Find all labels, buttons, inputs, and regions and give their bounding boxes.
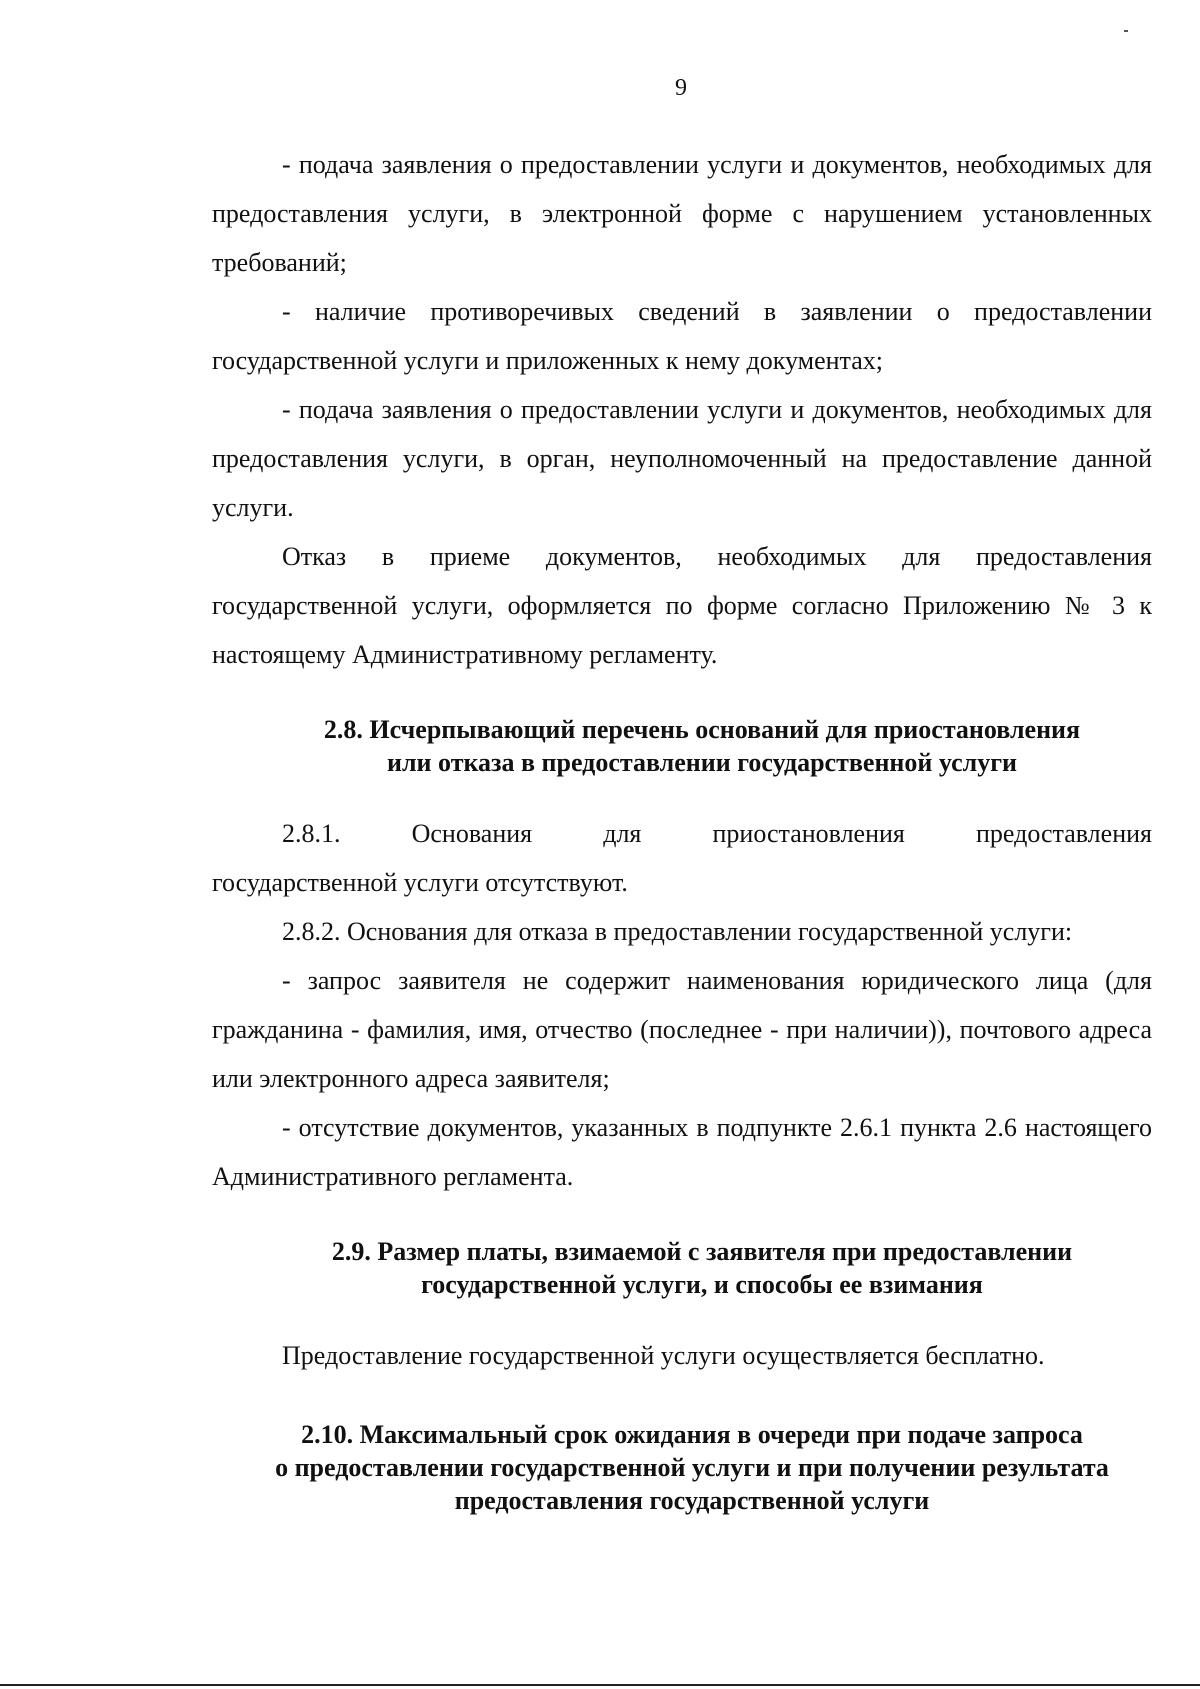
paragraph-2-8-2: 2.8.2. Основания для отказа в предоставлении государственной услуги: [282,917,1073,946]
scan-mark [1124,30,1128,32]
section-heading-2-9 [212,1235,1152,1301]
heading-2-10-line2: о предоставлении государственной услуги и при получении результата [275,1453,1109,1482]
paragraph-contradictory-info: - наличие противоречивых сведений в заявлении о предоставлении государственной услуги и приложенных к нему документах; [212,297,1152,375]
paragraph-free-of-charge: Предоставление государственной услуги осуществляется бесплатно. [282,1341,1045,1370]
heading-2-10-line1: 2.10. Максимальный срок ожидания в очереди при подаче запроса [301,1420,1083,1449]
word-2-8-1-grounds: Основания [411,819,533,848]
document-body [212,140,1152,1517]
paragraph-2-8-1-rest: государственной услуги отсутствуют. [212,868,628,897]
paragraph-submission-electronic: - подача заявления о предоставлении услуги и документов, необходимых для предоставления услуги, в электронной форме с нарушением установленных требований; [212,150,1152,277]
paragraph-2-8-1-first-line [212,809,1152,858]
word-2-8-1-number: 2.8.1. [282,819,341,848]
page-number: 9 [675,75,687,101]
heading-2-10-line3: предоставления государственной услуги [454,1486,930,1515]
paragraph-submission-wrong-body: - подача заявления о предоставлении услуги и документов, необходимых для предоставления услуги, в орган, неуполномоченный на предоставление данной услуги. [212,395,1152,522]
heading-2-9-line1: 2.9. Размер платы, взимаемой с заявителя при предоставлении [331,1237,1073,1266]
paragraph-refusal-item-1: - запрос заявителя не содержит наименования юридического лица (для гражданина - фамилия, имя, отчество (последнее - при наличии)), почтового адреса или электронного адреса заявителя; [212,966,1152,1093]
word-2-8-1-provision: предоставления [976,819,1152,848]
bottom-rule [0,1684,1200,1686]
heading-2-8-line2: или отказа в предоставлении государственной услуги [386,748,1018,777]
heading-2-8-line1: 2.8. Исчерпывающий перечень оснований для приостановления [323,715,1081,744]
paragraph-refusal-form: Отказ в приеме документов, необходимых для предоставления государственной услуги, оформляется по форме согласно Приложению № 3 к настоящему Административному регламенту. [212,542,1152,669]
paragraph-refusal-item-2: - отсутствие документов, указанных в подпункте 2.6.1 пункта 2.6 настоящего Административного регламента. [212,1113,1152,1191]
heading-2-9-line2: государственной услуги, и способы ее взимания [421,1270,983,1299]
section-heading-2-8 [212,713,1152,779]
section-heading-2-10 [212,1418,1152,1517]
word-2-8-1-for: для [603,819,642,848]
word-2-8-1-suspension: приостановления [712,819,905,848]
